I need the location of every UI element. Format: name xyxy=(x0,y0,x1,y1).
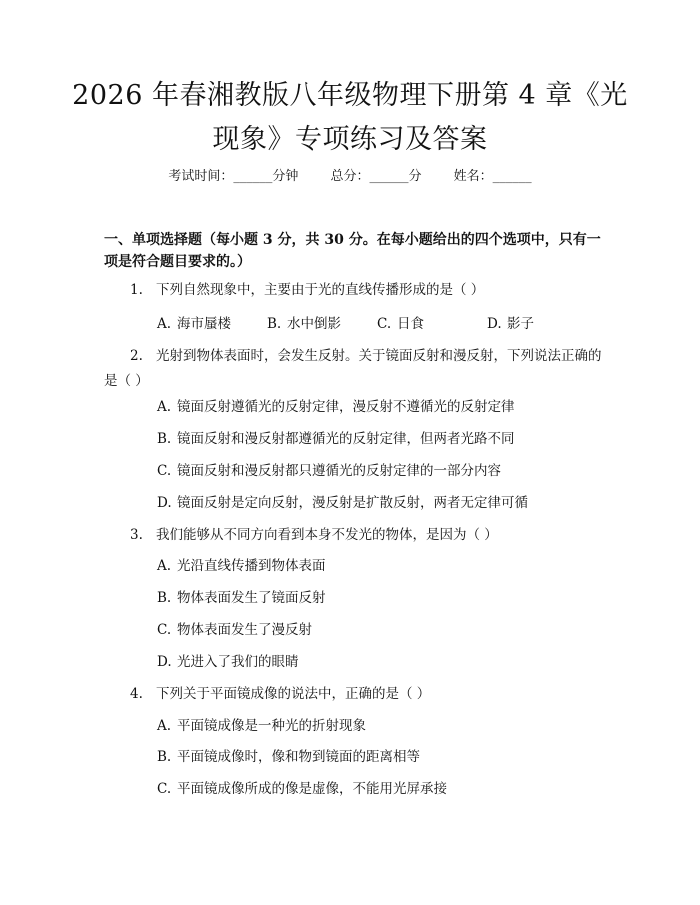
student-name-label: 姓名：______ xyxy=(453,169,532,184)
question-1-options xyxy=(157,313,597,335)
exam-time-label: 考试时间：______分钟 xyxy=(168,169,299,184)
option-a: A. 镜面反射遵循光的反射定律，漫反射不遵循光的反射定律 xyxy=(157,399,515,415)
option-c: C. 平面镜成像所成的像是虚像，不能用光屏承接 xyxy=(157,781,447,797)
option-c: C. 镜面反射和漫反射都只遵循光的反射定律的一部分内容 xyxy=(157,463,501,479)
option-c: C. 日食 xyxy=(377,316,424,332)
question-3 xyxy=(104,523,604,548)
question-4 xyxy=(104,682,604,707)
exam-meta xyxy=(0,167,700,187)
option-b: B. 平面镜成像时，像和物到镜面的距离相等 xyxy=(157,749,420,765)
option-b: B. 物体表面发生了镜面反射 xyxy=(157,590,326,606)
question-text: 下列自然现象中，主要由于光的直线传播形成的是（ ） xyxy=(156,282,485,298)
question-number: 4. xyxy=(130,686,143,702)
option-a: A. 海市蜃楼 xyxy=(157,316,231,332)
option-b: B. 水中倒影 xyxy=(267,316,341,332)
question-number: 3. xyxy=(130,527,143,543)
option-d: D. 光进入了我们的眼睛 xyxy=(157,654,299,670)
option-a: A. 光沿直线传播到物体表面 xyxy=(157,558,326,574)
question-text: 光射到物体表面时，会发生反射。关于镜面反射和漫反射，下列说法正确的是（ ） xyxy=(104,348,602,389)
question-number: 2. xyxy=(130,348,143,364)
option-c: C. 物体表面发生了漫反射 xyxy=(157,622,312,638)
question-text: 下列关于平面镜成像的说法中，正确的是（ ） xyxy=(156,686,431,702)
question-2 xyxy=(104,344,604,394)
option-d: D. 镜面反射是定向反射，漫反射是扩散反射，两者无定律可循 xyxy=(157,495,528,511)
question-1 xyxy=(104,278,604,303)
title-line-1: 2026 年春湘教版八年级物理下册第 4 章《光 xyxy=(72,80,628,111)
title-line-2: 现象》专项练习及答案 xyxy=(212,124,488,155)
question-text: 我们能够从不同方向看到本身不发光的物体，是因为（ ） xyxy=(156,527,498,543)
option-b: B. 镜面反射和漫反射都遵循光的反射定律，但两者光路不同 xyxy=(157,431,515,447)
option-a: A. 平面镜成像是一种光的折射现象 xyxy=(157,718,366,734)
question-number: 1. xyxy=(130,282,143,298)
option-d: D. 影子 xyxy=(487,316,534,332)
document-title xyxy=(60,74,640,162)
total-score-label: 总分：______分 xyxy=(330,169,422,184)
section-heading: 一、单项选择题（每小题 3 分，共 30 分。在每小题给出的四个选项中，只有一项是符合题目要求的。） xyxy=(104,232,601,270)
